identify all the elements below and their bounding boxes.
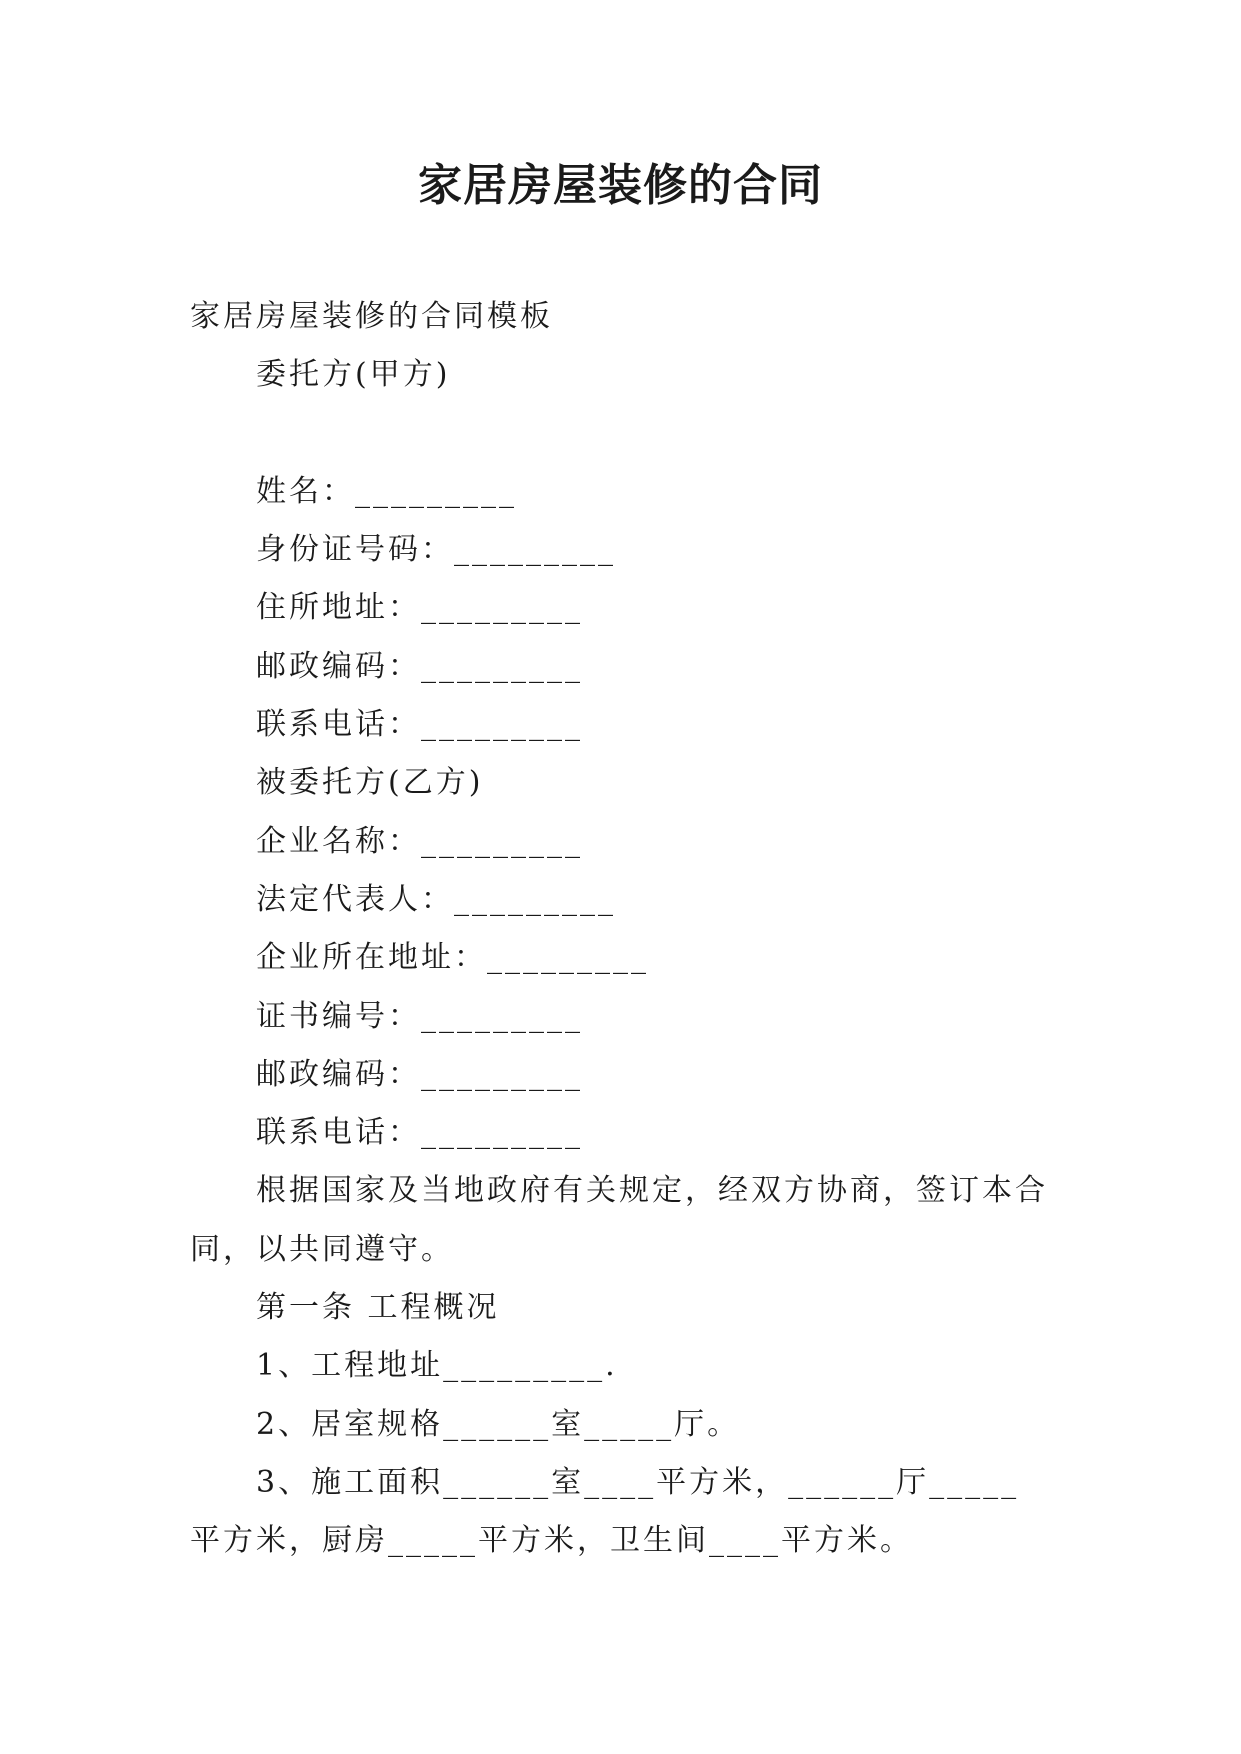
party-b-heading: 被委托方(乙方) <box>256 765 484 801</box>
party-a-heading: 委托方(甲方) <box>256 357 451 393</box>
article-1-item-address: 1、工程地址_________. <box>256 1348 618 1384</box>
party-b-address-field: 企业所在地址：_________ <box>256 940 649 976</box>
intro-paragraph: 根据国家及当地政府有关规定，经双方协商，签订本合同，以共同遵守。 <box>190 1173 1048 1267</box>
blank-line <box>190 405 1050 463</box>
article-1-item-area: 3、施工面积______室____平方米，______厅_____平方米，厨房_____平方米，卫生间____平方米。 <box>190 1464 1020 1559</box>
party-a-id-field: 身份证号码：_________ <box>256 532 616 568</box>
article-1-item-rooms: 2、居室规格______室_____厅。 <box>256 1406 741 1442</box>
party-a-postcode-field: 邮政编码：_________ <box>256 648 583 684</box>
party-b-certificate-field: 证书编号：_________ <box>256 998 583 1034</box>
article-1-heading: 第一条 工程概况 <box>256 1290 500 1326</box>
party-b-phone-field: 联系电话：_________ <box>256 1115 583 1151</box>
document-body <box>190 288 1050 1571</box>
document-title: 家居房屋装修的合同 <box>418 160 823 211</box>
document-subtitle: 家居房屋装修的合同模板 <box>190 299 553 334</box>
party-a-phone-field: 联系电话：_________ <box>256 707 583 743</box>
party-a-address-field: 住所地址：_________ <box>256 590 583 626</box>
party-a-name-field: 姓名：_________ <box>256 473 517 509</box>
party-b-company-field: 企业名称：_________ <box>256 823 583 859</box>
party-b-representative-field: 法定代表人：_________ <box>256 881 616 917</box>
party-b-postcode-field: 邮政编码：_________ <box>256 1056 583 1092</box>
